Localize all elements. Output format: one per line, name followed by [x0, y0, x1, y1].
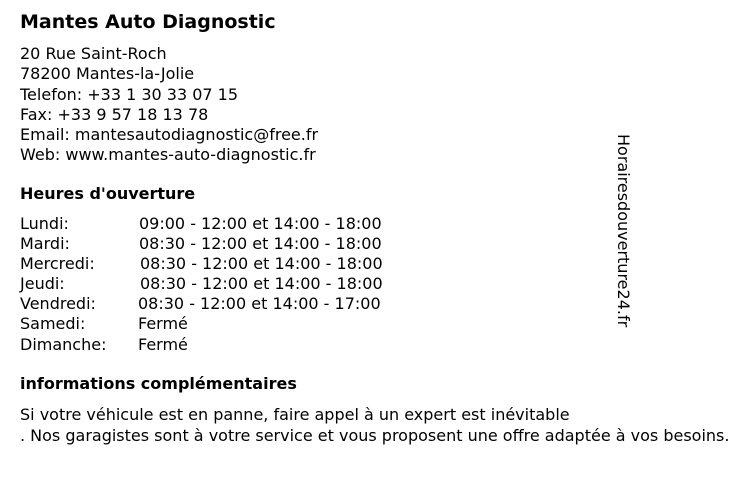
business-name: Mantes Auto Diagnostic	[20, 11, 276, 33]
website-address: Web: www.mantes-auto-diagnostic.fr	[20, 145, 316, 165]
info-line-2: . Nos garagistes sont à votre service et vous proposent une offre adaptée à vos besoins.	[20, 426, 729, 445]
hours-row-thursday	[20, 274, 440, 294]
time-value: 08:30 - 12:00 et 14:00 - 18:00	[140, 274, 383, 294]
hours-heading: Heures d'ouverture	[20, 184, 196, 203]
day-label: Vendredi:	[20, 294, 96, 314]
day-label: Mardi:	[20, 234, 70, 254]
fax-number: Fax: +33 9 57 18 13 78	[20, 104, 209, 124]
contact-block	[20, 44, 318, 166]
time-value: Fermé	[138, 334, 188, 354]
watermark-text: Horairesdouverture24.fr	[614, 134, 633, 328]
day-label: Jeudi:	[20, 274, 65, 294]
address-street: 20 Rue Saint-Roch	[20, 44, 167, 63]
day-label: Lundi:	[20, 214, 69, 233]
time-value: Fermé	[138, 314, 188, 334]
time-value: 08:30 - 12:00 et 14:00 - 17:00	[138, 294, 381, 314]
hours-row-wednesday	[20, 254, 440, 274]
hours-row-friday	[20, 294, 440, 314]
hours-row-sunday	[20, 335, 440, 355]
email-address: Email: mantesautodiagnostic@free.fr	[20, 125, 319, 145]
day-label: Dimanche:	[20, 334, 107, 354]
time-value: 09:00 - 12:00 et 14:00 - 18:00	[139, 214, 382, 233]
hours-row-monday	[20, 214, 440, 234]
info-paragraph	[20, 404, 729, 446]
info-line-1: Si votre véhicule est en panne, faire appel à un expert est inévitable	[20, 405, 570, 424]
time-value: 08:30 - 12:00 et 14:00 - 18:00	[140, 254, 383, 274]
phone-number: Telefon: +33 1 30 33 07 15	[20, 84, 239, 104]
day-label: Mercredi:	[20, 254, 95, 274]
info-heading: informations complémentaires	[20, 374, 297, 393]
hours-row-saturday	[20, 314, 440, 334]
time-value: 08:30 - 12:00 et 14:00 - 18:00	[139, 234, 382, 254]
address-city: 78200 Mantes-la-Jolie	[20, 64, 195, 84]
day-label: Samedi:	[20, 314, 86, 334]
hours-row-tuesday	[20, 234, 440, 254]
hours-table	[20, 214, 440, 355]
